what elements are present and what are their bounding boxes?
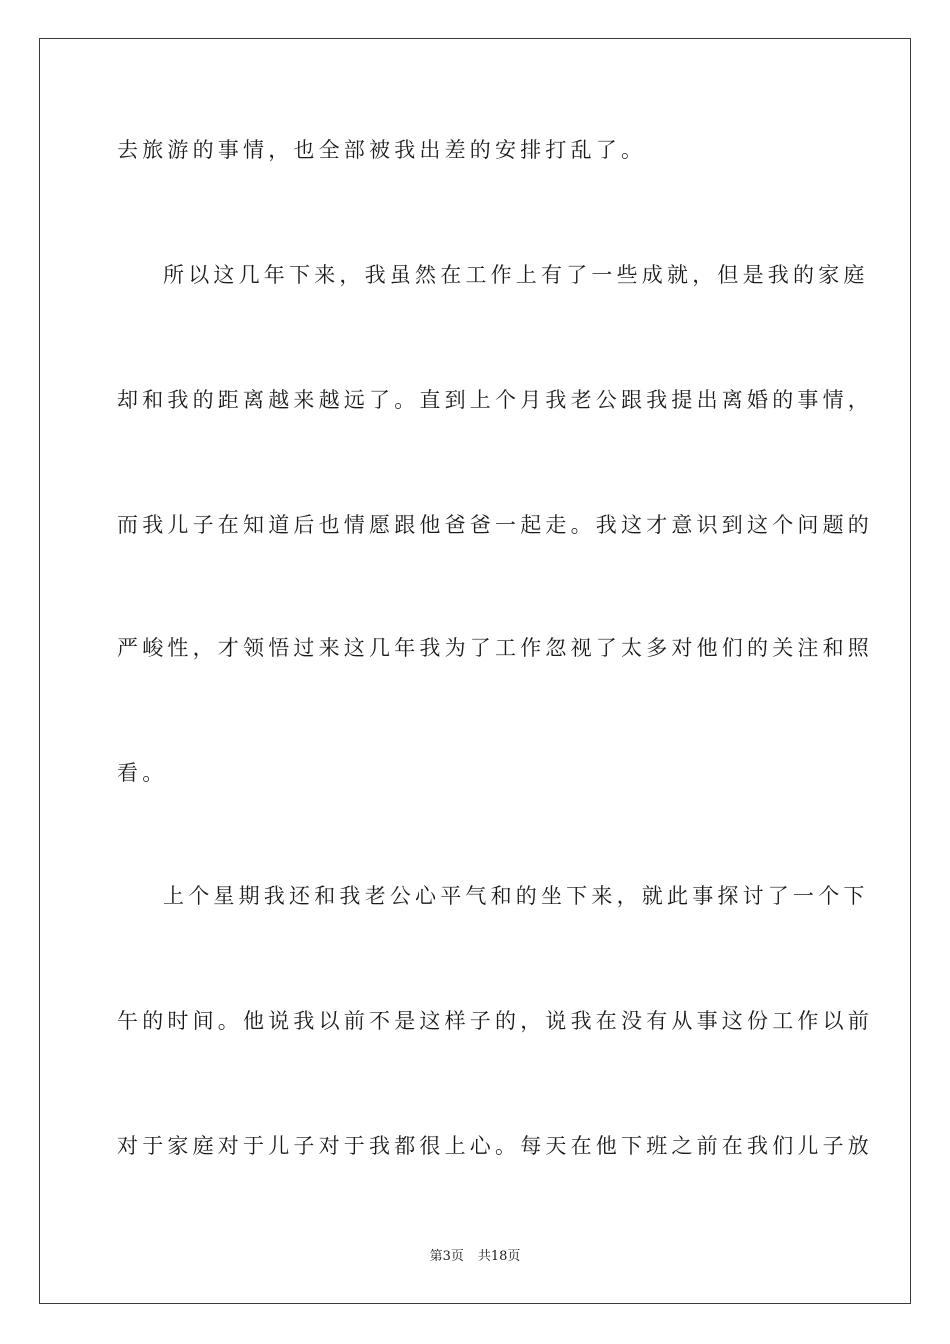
total-pages: 共18页 <box>477 1249 521 1264</box>
page-number: 第3页 <box>429 1249 464 1264</box>
text-line-9: 对于家庭对于儿子对于我都很上心。每天在他下班之前在我们儿子放 <box>117 1134 873 1158</box>
page-border <box>39 38 911 1304</box>
page-footer <box>0 1248 950 1266</box>
text-line-5: 严峻性，才领悟过来这几年我为了工作忽视了太多对他们的关注和照 <box>117 636 873 660</box>
text-line-3: 却和我的距离越来越远了。直到上个月我老公跟我提出离婚的事情， <box>117 388 873 412</box>
text-line-4: 而我儿子在知道后也情愿跟他爸爸一起走。我这才意识到这个问题的 <box>117 513 873 537</box>
text-line-2: 所以这几年下来，我虽然在工作上有了一些成就，但是我的家庭 <box>163 263 869 287</box>
text-line-8: 午的时间。他说我以前不是这样子的，说我在没有从事这份工作以前 <box>117 1009 873 1033</box>
text-line-7: 上个星期我还和我老公心平气和的坐下来，就此事探讨了一个下 <box>163 884 869 908</box>
text-line-6: 看。 <box>117 761 168 785</box>
text-line-1: 去旅游的事情，也全部被我出差的安排打乱了。 <box>117 138 647 162</box>
